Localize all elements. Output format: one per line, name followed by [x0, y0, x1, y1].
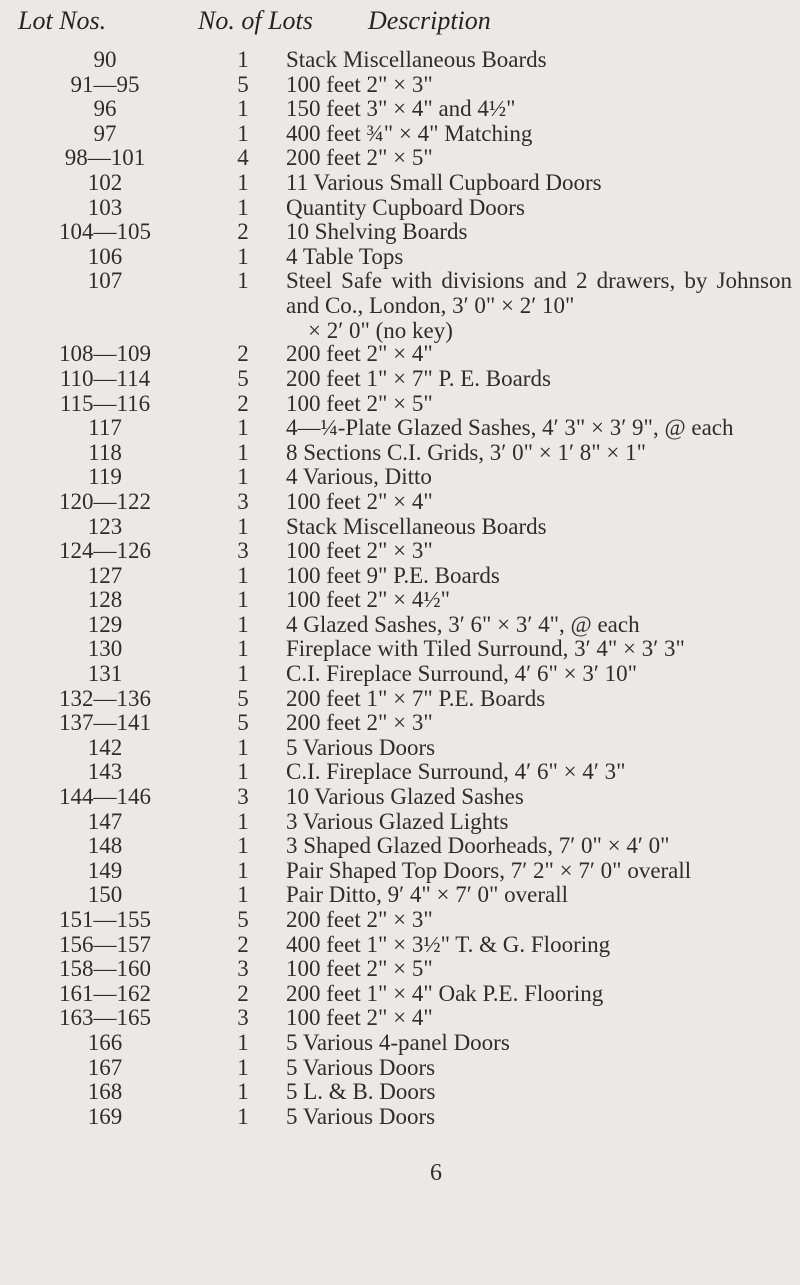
lot-description [286, 564, 792, 589]
lot-description [286, 957, 792, 982]
lot-quantity: 1 [237, 268, 249, 294]
lot-number: 158—160 [59, 956, 151, 982]
lot-description [286, 785, 792, 810]
lot-quantity: 1 [237, 661, 249, 687]
lot-number: 150 [87, 882, 123, 908]
lot-row [0, 564, 800, 589]
lot-quantity: 5 [237, 365, 249, 391]
column-header [0, 6, 800, 46]
lot-row [0, 269, 800, 342]
lot-row [0, 48, 800, 73]
lot-row [0, 957, 800, 982]
lot-quantity: 1 [237, 96, 249, 122]
lot-number: 132—136 [59, 685, 151, 711]
lot-quantity: 1 [237, 464, 249, 490]
lot-quantity: 1 [237, 415, 249, 441]
lot-description-text: 10 Various Glazed Sashes [286, 784, 524, 810]
lot-number: 131 [87, 661, 123, 687]
lot-description-text: Stack Miscellaneous Boards [286, 47, 547, 72]
lot-number: 147 [87, 808, 123, 834]
lot-description-continued: × 2′ 0" (no key) [308, 317, 453, 343]
lot-number: 107 [87, 268, 123, 294]
lot-description-text: Quantity Cupboard Doors [286, 194, 525, 220]
lot-number: 127 [87, 562, 123, 588]
lot-row [0, 245, 800, 270]
lot-number: 129 [87, 611, 123, 637]
lot-description-text: 100 feet 2" × 5" [286, 390, 433, 416]
lot-row [0, 662, 800, 687]
lot-row [0, 1105, 800, 1130]
lot-number: 128 [87, 587, 123, 613]
lot-quantity: 1 [237, 857, 249, 883]
lot-description [286, 220, 792, 245]
lot-row [0, 637, 800, 662]
lot-number: 108—109 [59, 341, 151, 367]
lot-quantity: 1 [237, 513, 249, 539]
lot-quantity: 2 [237, 390, 249, 416]
lot-number: 148 [87, 833, 123, 859]
lot-description [286, 883, 792, 908]
lot-row [0, 73, 800, 98]
lot-quantity: 1 [237, 734, 249, 760]
lot-number: 104—105 [59, 219, 151, 245]
lot-row [0, 97, 800, 122]
lot-quantity: 1 [237, 611, 249, 637]
lot-quantity: 1 [237, 1029, 249, 1055]
lot-description [286, 1105, 792, 1130]
lot-description-text: 100 feet 2" × 4½" [286, 587, 450, 613]
lot-description-text: Pair Ditto, 9′ 4" × 7′ 0" overall [286, 882, 568, 908]
lot-description-text: 200 feet 2" × 3" [286, 710, 433, 736]
lot-quantity: 2 [237, 931, 249, 957]
lot-description-text: 100 feet 2" × 4" [286, 488, 433, 514]
lot-number: 120—122 [59, 488, 151, 514]
lot-description-text: 5 Various Doors [286, 1103, 436, 1129]
lot-number: 119 [88, 464, 122, 490]
lot-row [0, 1031, 800, 1056]
lot-row [0, 146, 800, 171]
lot-row [0, 342, 800, 367]
lot-description [286, 1006, 792, 1031]
lot-number: 98—101 [64, 145, 146, 171]
lot-quantity: 3 [237, 956, 249, 982]
lot-description [286, 1080, 792, 1105]
lot-row [0, 171, 800, 196]
lot-description-text: 400 feet 1" × 3½" T. & G. Flooring [286, 931, 611, 957]
lot-row [0, 883, 800, 908]
lot-description-text: 8 Sections C.I. Grids, 3′ 0" × 1′ 8" × 1" [286, 439, 646, 465]
lot-description-text: 100 feet 2" × 5" [286, 956, 433, 982]
lot-row [0, 392, 800, 417]
lot-description-text: 4 Glazed Sashes, 3′ 6" × 3′ 4", @ each [286, 611, 640, 637]
lot-description-text: 5 Various Doors [286, 734, 436, 760]
lot-quantity: 2 [237, 980, 249, 1006]
lot-row [0, 465, 800, 490]
lot-number: 156—157 [59, 931, 151, 957]
lot-description-text: 4—¼-Plate Glazed Sashes, 4′ 3" × 3′ 9", @ each [286, 415, 734, 441]
lot-row [0, 1056, 800, 1081]
header-lot-nos: Lot Nos. [18, 6, 107, 35]
lot-number: 161—162 [59, 980, 151, 1006]
lot-quantity: 3 [237, 784, 249, 810]
lot-description [286, 48, 792, 73]
lot-quantity: 5 [237, 907, 249, 932]
lot-quantity: 3 [237, 488, 249, 514]
lot-quantity: 1 [237, 169, 249, 195]
lot-description-text: 200 feet 2" × 5" [286, 145, 433, 171]
lot-number: 123 [87, 513, 123, 539]
lot-description-text: C.I. Fireplace Surround, 4′ 6" × 4′ 3" [286, 759, 626, 785]
lot-description [286, 196, 792, 221]
lot-description-text: 100 feet 2" × 3" [286, 71, 433, 97]
lot-quantity: 5 [237, 710, 249, 736]
lot-description [286, 834, 792, 859]
lot-number: 115—116 [59, 390, 151, 416]
lot-description [286, 1031, 792, 1056]
lot-description [286, 588, 792, 613]
lot-description [286, 1056, 792, 1081]
lot-description [286, 342, 792, 367]
lot-row [0, 736, 800, 761]
lot-description-text: Steel Safe with divisions and 2 drawers, by Johnson and Co., London, 3′ 0" × 2′ 10" [286, 268, 792, 318]
lot-description [286, 392, 792, 417]
lot-row [0, 367, 800, 392]
lot-quantity: 5 [237, 71, 249, 97]
lot-description [286, 245, 792, 270]
lot-description [286, 539, 792, 564]
lot-description [286, 465, 792, 490]
lot-row [0, 834, 800, 859]
lot-description-text: Stack Miscellaneous Boards [286, 513, 547, 539]
lot-description-text: 11 Various Small Cupboard Doors [286, 169, 602, 195]
lot-number: 102 [87, 169, 123, 195]
lot-row [0, 810, 800, 835]
lot-row [0, 711, 800, 736]
lot-description [286, 760, 792, 785]
lot-quantity: 3 [237, 1005, 249, 1031]
lot-description-text: 100 feet 2" × 4" [286, 1005, 433, 1031]
lot-row [0, 1006, 800, 1031]
lot-number: 91—95 [70, 71, 140, 97]
lot-description [286, 982, 792, 1007]
lot-description-text: 4 Various, Ditto [286, 464, 432, 490]
lot-description [286, 416, 792, 441]
lot-quantity: 1 [237, 833, 249, 859]
lot-row [0, 908, 800, 933]
lot-quantity: 1 [237, 759, 249, 785]
lot-number: 90 [93, 47, 117, 72]
lot-description-text: 200 feet 2" × 4" [286, 341, 433, 367]
lot-description-text: 5 L. & B. Doors [286, 1079, 436, 1105]
lot-description-text: Pair Shaped Top Doors, 7′ 2" × 7′ 0" overall [286, 857, 692, 883]
lot-row [0, 1080, 800, 1105]
lot-description [286, 171, 792, 196]
lot-description-text: 3 Various Glazed Lights [286, 808, 509, 834]
lot-description [286, 613, 792, 638]
lot-description-text: Fireplace with Tiled Surround, 3′ 4" × 3′ 3" [286, 636, 685, 662]
lot-number: 168 [87, 1079, 123, 1105]
lot-quantity: 4 [237, 145, 249, 171]
lot-number: 124—126 [59, 538, 151, 564]
lot-quantity: 1 [237, 120, 249, 146]
lot-quantity: 1 [237, 636, 249, 662]
lot-description [286, 97, 792, 122]
lot-number: 110—114 [59, 365, 151, 391]
lot-quantity: 1 [237, 439, 249, 465]
lot-description [286, 269, 792, 343]
lot-description [286, 736, 792, 761]
lot-description [286, 122, 792, 147]
lot-description-text: C.I. Fireplace Surround, 4′ 6" × 3′ 10" [286, 661, 637, 687]
lot-number: 149 [87, 857, 123, 883]
lot-row [0, 416, 800, 441]
lot-quantity: 1 [237, 1103, 249, 1129]
lot-number: 117 [88, 415, 122, 441]
lot-row [0, 933, 800, 958]
lot-number: 169 [87, 1103, 123, 1129]
lot-quantity: 1 [237, 47, 249, 72]
lot-description [286, 637, 792, 662]
lot-number: 151—155 [59, 907, 151, 932]
header-no-of-lots: No. of Lots [198, 6, 313, 35]
lot-description [286, 908, 792, 933]
page-number: 6 [430, 1160, 442, 1186]
lot-description [286, 711, 792, 736]
lot-row [0, 490, 800, 515]
lot-description-text: 3 Shaped Glazed Doorheads, 7′ 0" × 4′ 0" [286, 833, 670, 859]
lot-description-text: 150 feet 3" × 4" and 4½" [286, 96, 516, 122]
lot-description [286, 662, 792, 687]
lot-description [286, 73, 792, 98]
lot-quantity: 1 [237, 882, 249, 908]
lot-number: 142 [87, 734, 123, 760]
lot-description [286, 515, 792, 540]
lot-quantity: 2 [237, 219, 249, 245]
lot-row [0, 785, 800, 810]
lot-number: 137—141 [59, 710, 151, 736]
lot-quantity: 3 [237, 538, 249, 564]
lot-number: 97 [93, 120, 117, 146]
lot-number: 118 [88, 439, 122, 465]
header-description: Description [368, 6, 491, 35]
lot-quantity: 1 [237, 1079, 249, 1105]
lot-quantity: 1 [237, 243, 249, 269]
lot-row [0, 196, 800, 221]
lot-description-text: 10 Shelving Boards [286, 219, 468, 245]
lot-number: 144—146 [59, 784, 151, 810]
lot-description [286, 687, 792, 712]
lot-quantity: 1 [237, 562, 249, 588]
lot-quantity: 1 [237, 1054, 249, 1080]
lot-row [0, 613, 800, 638]
lot-quantity: 1 [237, 194, 249, 220]
lot-quantity: 5 [237, 685, 249, 711]
lot-description-text: 100 feet 9" P.E. Boards [286, 562, 500, 588]
lot-description [286, 490, 792, 515]
lot-description [286, 146, 792, 171]
lot-row [0, 539, 800, 564]
lot-description [286, 810, 792, 835]
lot-number: 103 [87, 194, 123, 220]
lot-description-text: 200 feet 2" × 3" [286, 907, 433, 932]
lot-number: 130 [87, 636, 123, 662]
lot-number: 163—165 [59, 1005, 151, 1031]
lot-description-text: 200 feet 1" × 7" P. E. Boards [286, 365, 551, 391]
lot-quantity: 2 [237, 341, 249, 367]
lot-row [0, 515, 800, 540]
lot-description-text: 5 Various 4-panel Doors [286, 1029, 510, 1055]
lot-row [0, 982, 800, 1007]
lot-row [0, 687, 800, 712]
lot-row [0, 441, 800, 466]
lot-description-text: 200 feet 1" × 7" P.E. Boards [286, 685, 546, 711]
lot-row [0, 220, 800, 245]
lot-number: 143 [87, 759, 123, 785]
lot-list [0, 48, 800, 1129]
lot-number: 166 [87, 1029, 123, 1055]
lot-number: 167 [87, 1054, 123, 1080]
lot-quantity: 1 [237, 808, 249, 834]
lot-quantity: 1 [237, 587, 249, 613]
lot-description-text: 400 feet ¾" × 4" Matching [286, 120, 533, 146]
lot-number: 96 [93, 96, 117, 122]
lot-row [0, 859, 800, 884]
lot-description-text: 100 feet 2" × 3" [286, 538, 433, 564]
lot-row [0, 588, 800, 613]
lot-number: 106 [87, 243, 123, 269]
lot-description-text: 5 Various Doors [286, 1054, 436, 1080]
lot-row [0, 760, 800, 785]
lot-row [0, 122, 800, 147]
lot-description-text: 4 Table Tops [286, 243, 404, 269]
lot-description [286, 859, 792, 884]
lot-description [286, 933, 792, 958]
lot-description-text: 200 feet 1" × 4" Oak P.E. Flooring [286, 980, 604, 1006]
lot-description [286, 367, 792, 392]
lot-description [286, 441, 792, 466]
